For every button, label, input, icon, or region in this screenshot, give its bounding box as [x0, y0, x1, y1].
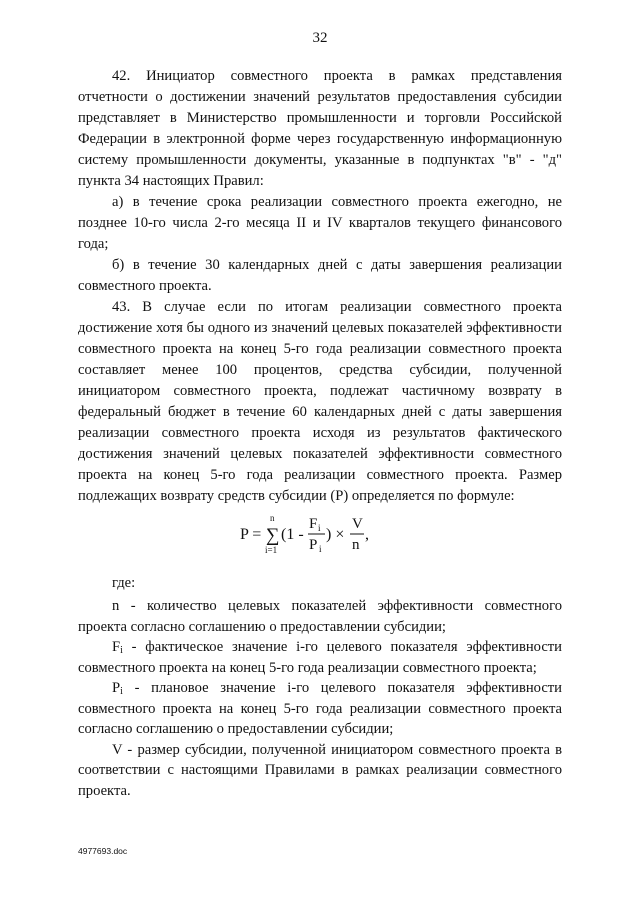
formula-sum-lower: i=1 [265, 545, 278, 555]
formula-sum-upper: n [270, 513, 275, 523]
definition-v: V - размер субсидии, полученной инициатором совместного проекта в соответствии с настоящими Правилами в рамках реализации совместного проекта. [78, 741, 562, 799]
formula-frac2-num: V [352, 516, 363, 532]
symbol-f: F [112, 639, 121, 655]
definition-f [78, 637, 562, 678]
formula-close: ) × [326, 526, 345, 543]
formula-frac2-den: n [352, 537, 360, 553]
paragraph-42-a: а) в течение срока реализации совместного проекта ежегодно, не позднее 10-го числа 2-го месяца II и IV кварталов текущего финансового года; [78, 194, 562, 252]
formula-svg [240, 513, 400, 561]
paragraph-42-b: б) в течение 30 календарных дней с даты завершения реализации совместного проекта. [78, 257, 562, 294]
footer-filename: 4977693.doc [78, 846, 128, 856]
refund-formula [0, 513, 640, 561]
definitions [78, 596, 562, 801]
page-number: 32 [312, 30, 328, 46]
formula-frac1-num: F [309, 516, 318, 532]
where-label: где: [112, 575, 136, 591]
paragraph-43: 43. В случае если по итогам реализации совместного проекта достижение хотя бы одного из значений целевых показателей эффективности совместного проекта на конец 5-го года реализации совместного проекта составляет менее 100 процентов, средства субсидии, полученной инициатором совместного проекта, подлежат частичному возврату в федеральный бюджет в течение 60 календарных дней с даты завершения реализации совместного проекта исходя из результатов фактического достижения значений целевых показателей эффективности совместного проекта на конец 5-го года реализации совместного проекта. Размер подлежащих возврату средств субсидии (Р) определяется по формуле: [78, 299, 562, 504]
formula-frac1-den-sub: i [319, 544, 322, 554]
symbol-p: P [112, 680, 121, 696]
formula-open: (1 - [281, 526, 304, 543]
symbol-f-sub: i [120, 645, 123, 656]
symbol-p-sub: i [120, 686, 123, 697]
formula-frac1-num-sub: i [318, 523, 321, 533]
definition-p-text: - плановое значение i-го целевого показателя эффективности совместного проекта на конец 5-го года реализации совместного проекта согласно соглашению о предоставлении субсидии; [78, 680, 562, 737]
formula-frac1-den: P [309, 537, 318, 553]
paragraph-42: 42. Инициатор совместного проекта в рамках представления отчетности о достижении значений результатов предоставления субсидии представляет в Министерство промышленности и торговли Российской Федерации в электронной форме через государственную информационную систему промышленности документы, указанные в подпунктах "в" - "д" пункта 34 настоящих Правил: [78, 68, 562, 189]
definition-n [78, 596, 562, 637]
symbol-n: n [112, 598, 120, 614]
formula-trail: , [365, 526, 369, 543]
definition-n-text: - количество целевых показателей эффективности совместного проекта согласно соглашению о предоставлении субсидии; [78, 598, 562, 635]
formula-sum-sign: ∑ [266, 525, 280, 546]
definition-p [78, 678, 562, 740]
section-42 [78, 66, 562, 507]
formula-lhs: P = [240, 526, 262, 543]
definition-f-text: - фактическое значение i-го целевого показателя эффективности совместного проекта на конец 5-го года реализации совместного проекта; [78, 639, 562, 676]
